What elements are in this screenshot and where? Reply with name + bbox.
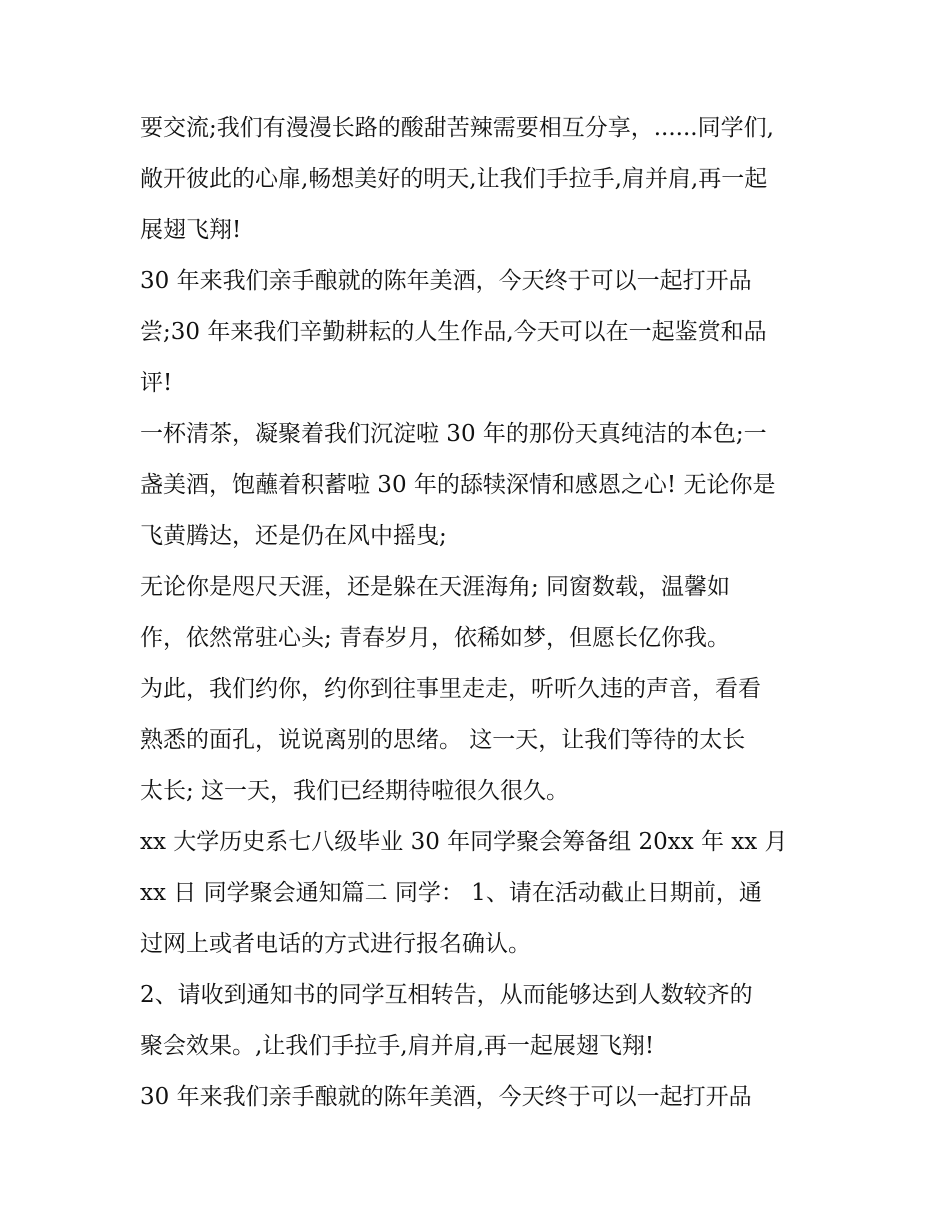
text-line: 30 年来我们亲手酿就的陈年美酒，今天终于可以一起打开品 xyxy=(140,268,752,294)
text-line: 为此，我们约你，约你到往事里走走，听听久违的声音，看看 xyxy=(140,676,761,702)
text-line: 30 年来我们亲手酿就的陈年美酒，今天终于可以一起打开品 xyxy=(140,1084,752,1110)
text-line: 聚会效果。,让我们手拉手,肩并肩,再一起展翅飞翔! xyxy=(140,1033,655,1059)
text-line: xx 大学历史系七八级毕业 30 年同学聚会筹备组 20xx 年 xx 月 xyxy=(140,829,788,855)
text-line: 展翅飞翔! xyxy=(140,217,242,243)
text-line: 过网上或者电话的方式进行报名确认。 xyxy=(140,931,531,957)
text-line: xx 日 同学聚会通知篇二 同学： 1、请在活动截止日期前，通 xyxy=(140,880,762,906)
text-line: 盏美酒，饱蘸着积蓄啦 30 年的舔犊深情和感恩之心! 无论你是 xyxy=(140,472,776,498)
text-line: 敞开彼此的心扉,畅想美好的明天,让我们手拉手,肩并肩,再一起 xyxy=(140,166,768,192)
text-line: 太长; 这一天，我们已经期待啦很久很久。 xyxy=(140,778,570,804)
text-line: 一杯清茶，凝聚着我们沉淀啦 30 年的那份天真纯洁的本色;一 xyxy=(140,421,767,447)
text-line: 飞黄腾达，还是仍在风中摇曳; xyxy=(140,523,447,549)
text-line: 作，依然常驻心头; 青春岁月，依稀如梦，但愿长亿你我。 xyxy=(140,625,731,651)
text-line: 无论你是咫尺天涯，还是躲在天涯海角; 同窗数载，温馨如 xyxy=(140,574,731,600)
text-line: 熟悉的面孔，说说离别的思绪。 这一天，让我们等待的太长 xyxy=(140,727,746,753)
text-line: 要交流;我们有漫漫长路的酸甜苦辣需要相互分享，......同学们, xyxy=(140,115,774,141)
document-body xyxy=(140,103,830,1123)
text-line: 尝;30 年来我们辛勤耕耘的人生作品,今天可以在一起鉴赏和品 xyxy=(140,319,767,345)
text-line: 2、请收到通知书的同学互相转告，从而能够达到人数较齐的 xyxy=(140,982,753,1008)
text-line: 评! xyxy=(140,370,173,396)
